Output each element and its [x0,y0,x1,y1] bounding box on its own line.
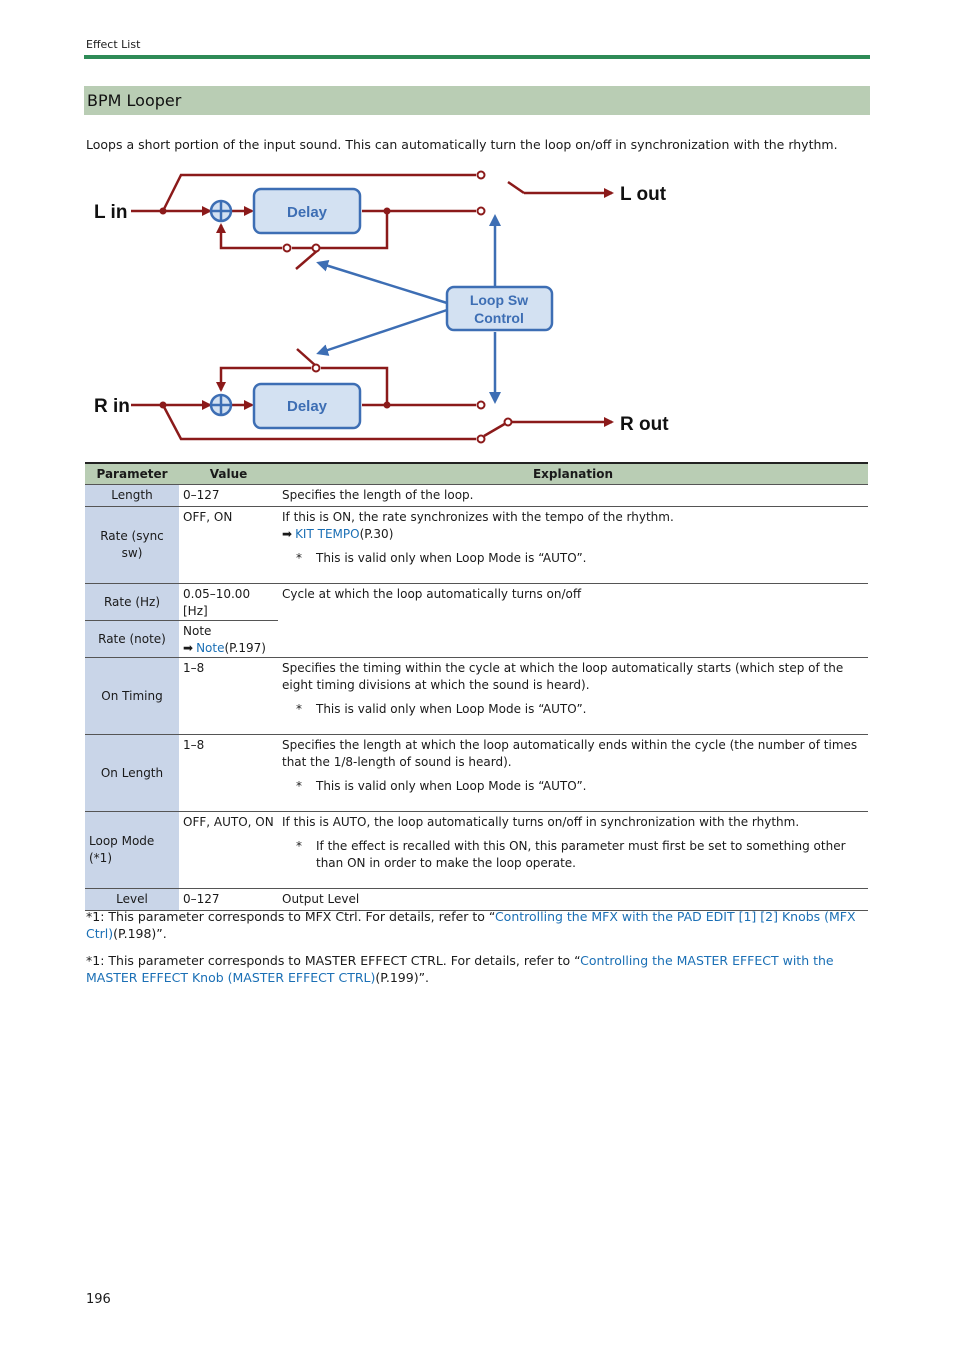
header-explanation: Explanation [278,463,868,485]
explanation-cell [278,812,868,889]
param-cell: Loop Mode (*1) [85,812,179,889]
signal-flow-diagram [84,160,684,450]
asterisk-icon: * [296,551,302,565]
left-channel [131,175,612,269]
header-value: Value [179,463,278,485]
explanation-text: Specifies the length at which the loop automatically ends within the cycle (the number of times that the 1/8-length of sound is heard). [282,738,858,769]
right-mixer-icon [211,395,231,415]
footnote-master-effect [86,952,856,986]
footnote-text: *1: This parameter corresponds to MFX Ctrl. For details, refer to “ [86,909,495,924]
value-cell [179,621,278,658]
r-in-label: R in [94,396,130,417]
param-cell: Level [85,889,179,911]
value-cell: 1–8 [179,735,278,812]
param-cell: On Length [85,735,179,812]
cross-reference [183,640,274,657]
note-text: This is valid only when Loop Mode is “AUTO”. [316,702,587,716]
note-text: This is valid only when Loop Mode is “AUTO”. [316,779,587,793]
header-parameter: Parameter [85,463,179,485]
section-title: BPM Looper [84,86,870,115]
explanation-cell [278,658,868,735]
kit-tempo-link[interactable]: KIT TEMPO [295,527,360,541]
footnote-text: *1: This parameter corresponds to MASTER EFFECT CTRL. For details, refer to “ [86,953,581,968]
value-cell: OFF, AUTO, ON [179,812,278,889]
l-in-label: L in [94,202,128,223]
value-cell: 0.05–10.00 [Hz] [179,584,278,621]
right-channel [131,349,612,439]
explanation-cell [278,735,868,812]
footnote-text: (P.199)”. [375,970,430,985]
intro-text: Loops a short portion of the input sound. This can automatically turn the loop on/off in synchronization with the rhythm. [86,137,838,152]
table-row [85,584,868,621]
control-label-line2: Control [474,310,524,326]
param-cell: Rate (note) [85,621,179,658]
page-number: 196 [86,1292,111,1307]
page-ref: (P.197) [224,641,266,655]
parameter-table [85,462,868,911]
table-row [85,485,868,507]
note [282,701,864,718]
explanation-cell: Cycle at which the loop automatically turns on/off [278,584,868,658]
value-text: Note [183,624,212,638]
value-cell: 0–127 [179,889,278,911]
value-cell: 0–127 [179,485,278,507]
note-link[interactable]: Note [196,641,225,655]
param-cell: Rate (Hz) [85,584,179,621]
control-label-line1: Loop Sw [469,292,529,308]
param-cell: Rate (sync sw) [85,507,179,584]
value-cell: OFF, ON [179,507,278,584]
table-row [85,507,868,584]
explanation-cell: Specifies the length of the loop. [278,485,868,507]
explanation-cell [278,507,868,584]
note [282,550,864,567]
value-cell: 1–8 [179,658,278,735]
arrow-right-icon: ➡ [183,641,194,655]
l-out-label: L out [620,184,667,205]
r-out-label: R out [620,414,669,435]
table-row [85,812,868,889]
explanation-cell: Output Level [278,889,868,911]
note [282,838,864,872]
delay-label-right: Delay [286,398,328,415]
footnote-text: (P.198)”. [113,926,167,941]
master-effect-ctrl-link[interactable]: Controlling the MASTER EFFECT with the MASTER EFFECT Knob (MASTER EFFECT CTRL) [86,953,834,985]
note-text: If the effect is recalled with this ON, this parameter must first be set to something other than ON in order to make the loop operate. [316,839,846,870]
asterisk-icon: * [296,779,302,793]
footnote-mfx [86,908,856,942]
mfx-ctrl-link[interactable]: Controlling the MFX with the PAD EDIT [1] [2] Knobs (MFX Ctrl) [86,909,856,941]
note [282,778,864,795]
header-rule [84,55,870,59]
note-text: This is valid only when Loop Mode is “AUTO”. [316,551,587,565]
page-ref: (P.30) [359,527,394,541]
cross-reference [282,526,864,543]
running-header: Effect List [86,38,141,51]
arrow-right-icon: ➡ [282,527,293,541]
explanation-text: Specifies the timing within the cycle at which the loop automatically starts (which step of the eight timing divisions at which the sound is heard). [282,661,844,692]
param-cell: On Timing [85,658,179,735]
asterisk-icon: * [296,839,302,853]
explanation-text: If this is ON, the rate synchronizes with the tempo of the rhythm. [282,510,674,524]
table-row [85,735,868,812]
table-header-row [85,463,868,485]
table-row [85,658,868,735]
delay-label-left: Delay [286,204,328,221]
left-mixer-icon [211,201,231,221]
explanation-text: If this is AUTO, the loop automatically turns on/off in synchronization with the rhythm. [282,815,800,829]
asterisk-icon: * [296,702,302,716]
param-cell: Length [85,485,179,507]
